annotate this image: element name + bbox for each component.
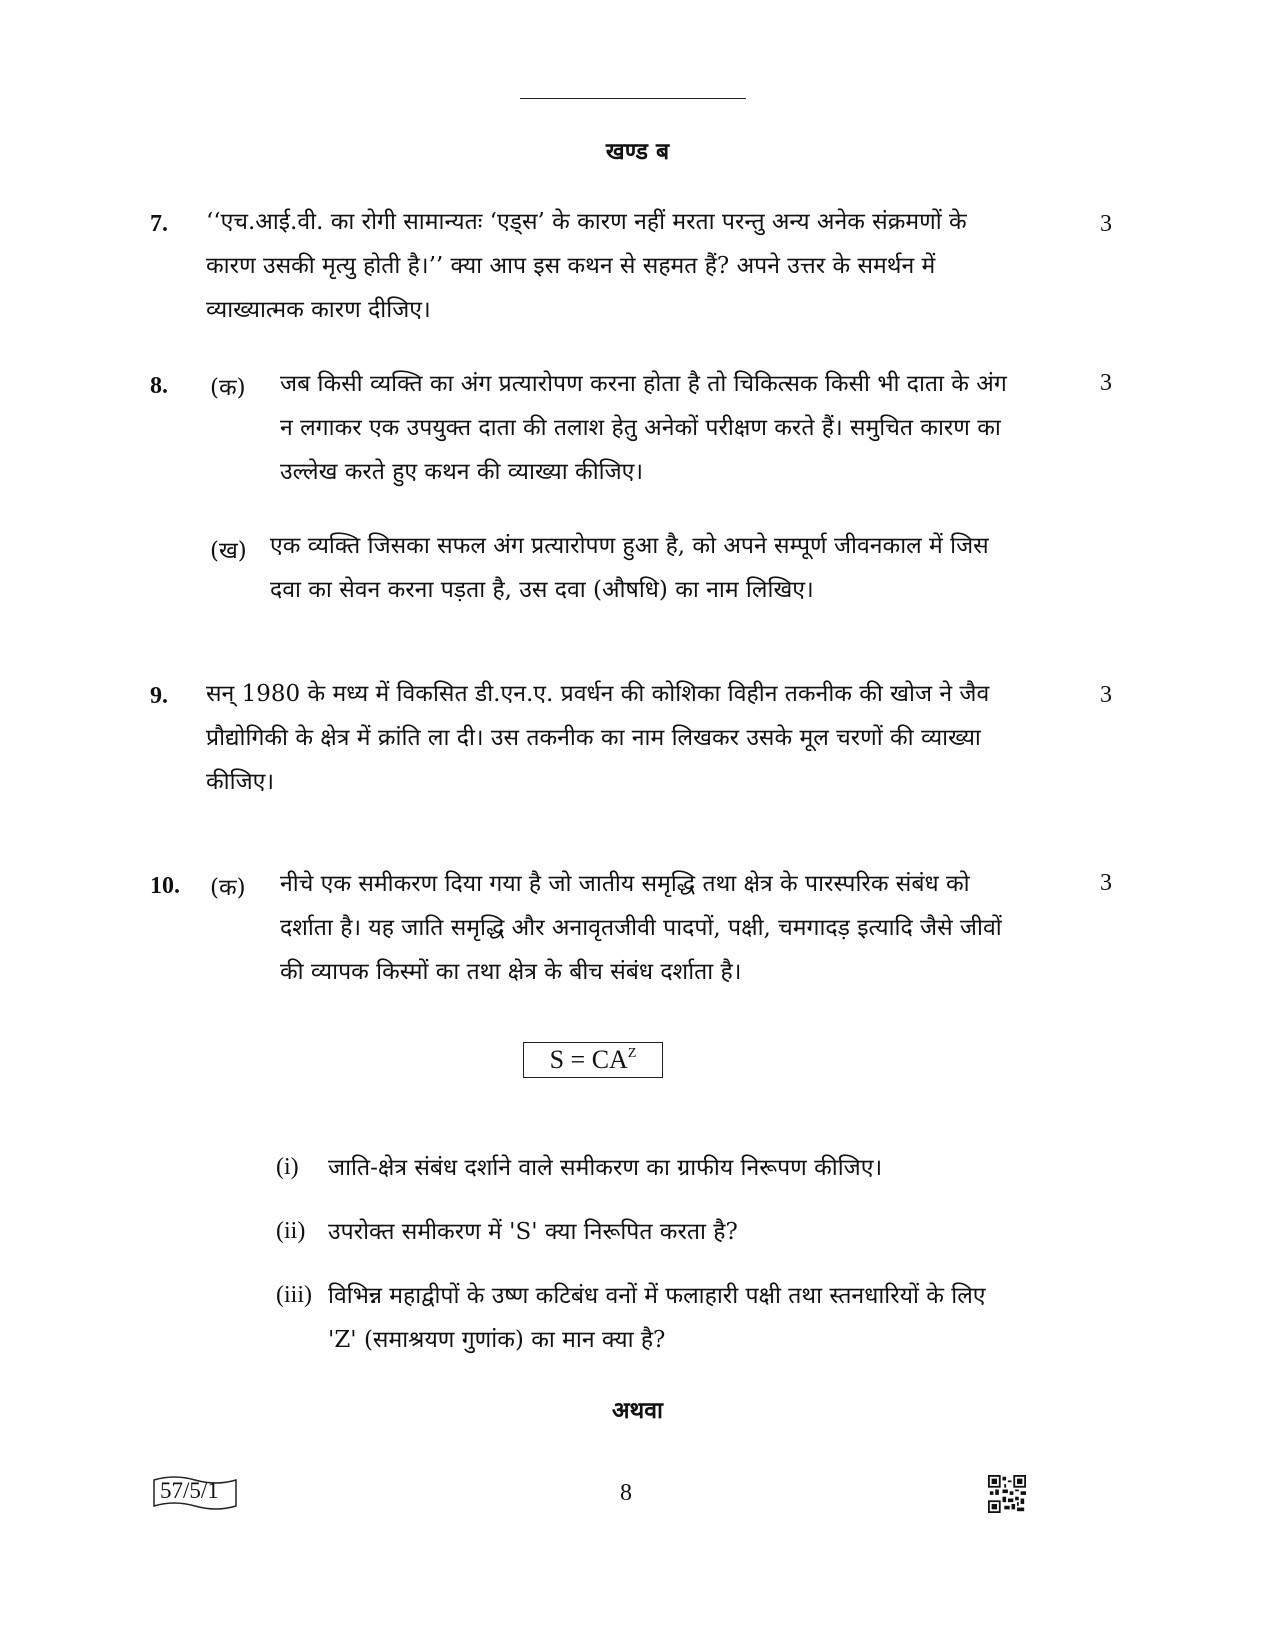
or-label: अथवा bbox=[611, 1397, 663, 1424]
question-8-number: 8. bbox=[150, 373, 168, 399]
question-8-part-b-text: एक व्यक्ति जिसका सफल अंग प्रत्यारोपण हुआ है, को अपने सम्पूर्ण जीवनकाल में जिस दवा का सेवन करना पड़ता है, उस दवा (औषधि) का नाम लिखिए। bbox=[270, 533, 989, 603]
question-10-part-a-label: (क) bbox=[210, 875, 246, 901]
subpart-ii-label: (ii) bbox=[276, 1218, 306, 1244]
qr-code-icon bbox=[988, 1475, 1026, 1513]
question-8-marks: 3 bbox=[1100, 370, 1112, 396]
question-10-number: 10. bbox=[150, 873, 180, 899]
equation-base: S = CA bbox=[549, 1045, 628, 1074]
question-9-text: सन् 1980 के मध्य में विकसित डी.एन.ए. प्रवर्धन की कोशिका विहीन तकनीक की खोज ने जैव प्रौद्योगिकी के क्षेत्र में क्रांति ला दी। उस तकनीक का नाम लिखकर उसके मूल चरणों की व्याख्या कीजिए। bbox=[206, 681, 990, 795]
question-7-number: 7. bbox=[150, 211, 168, 237]
top-divider bbox=[520, 98, 746, 99]
subpart-iii-label: (iii) bbox=[276, 1282, 312, 1308]
equation-box bbox=[523, 1042, 663, 1078]
subpart-ii-text: उपरोक्त समीकरण में 'S' क्या निरूपित करता है? bbox=[328, 1219, 738, 1245]
question-8-part-b-label: (ख) bbox=[210, 538, 247, 564]
question-9-marks: 3 bbox=[1100, 682, 1112, 708]
section-title: खण्ड ब bbox=[605, 138, 670, 165]
paper-code-badge bbox=[150, 1478, 229, 1504]
page-number: 8 bbox=[620, 1480, 632, 1506]
subpart-i-label: (i) bbox=[276, 1154, 299, 1180]
question-8-part-a-text: जब किसी व्यक्ति का अंग प्रत्यारोपण करना होता है तो चिकित्सक किसी भी दाता के अंग न लगाकर एक उपयुक्त दाता की तलाश हेतु अनेकों परीक्षण करते हैं। समुचित कारण का उल्लेख करते हुए कथन की व्याख्या कीजिए। bbox=[280, 371, 1007, 485]
equation-exponent: Z bbox=[627, 1046, 637, 1061]
subpart-iii-text: विभिन्न महाद्वीपों के उष्ण कटिबंध वनों में फलाहारी पक्षी तथा स्तनधारियों के लिए 'Z' (समाश्रयण गुणांक) का मान क्या है? bbox=[328, 1283, 986, 1353]
question-10-marks: 3 bbox=[1100, 870, 1112, 896]
paper-code: 57/5/1 bbox=[160, 1478, 219, 1503]
subpart-i-text: जाति-क्षेत्र संबंध दर्शाने वाले समीकरण का ग्राफीय निरूपण कीजिए। bbox=[328, 1155, 883, 1181]
question-7-marks: 3 bbox=[1100, 211, 1112, 237]
question-10-intro: नीचे एक समीकरण दिया गया है जो जातीय समृद्धि तथा क्षेत्र के पारस्परिक संबंध को दर्शाता है। यह जाति समृद्धि और अनावृतजीवी पादपों, पक्षी, चमगादड़ इत्यादि जैसे जीवों की व्यापक किस्मों का तथा क्षेत्र के बीच संबंध दर्शाता है। bbox=[280, 871, 1002, 985]
question-8-part-a-label: (क) bbox=[210, 375, 246, 401]
question-7-text: ‘‘एच.आई.वी. का रोगी सामान्यतः ‘एड्स’ के कारण नहीं मरता परन्तु अन्य अनेक संक्रमणों के कारण उसकी मृत्यु होती है।’’ क्या आप इस कथन से सहमत हैं? अपने उत्तर के समर्थन में व्याख्यात्मक कारण दीजिए। bbox=[206, 209, 967, 323]
question-9-number: 9. bbox=[150, 683, 168, 709]
